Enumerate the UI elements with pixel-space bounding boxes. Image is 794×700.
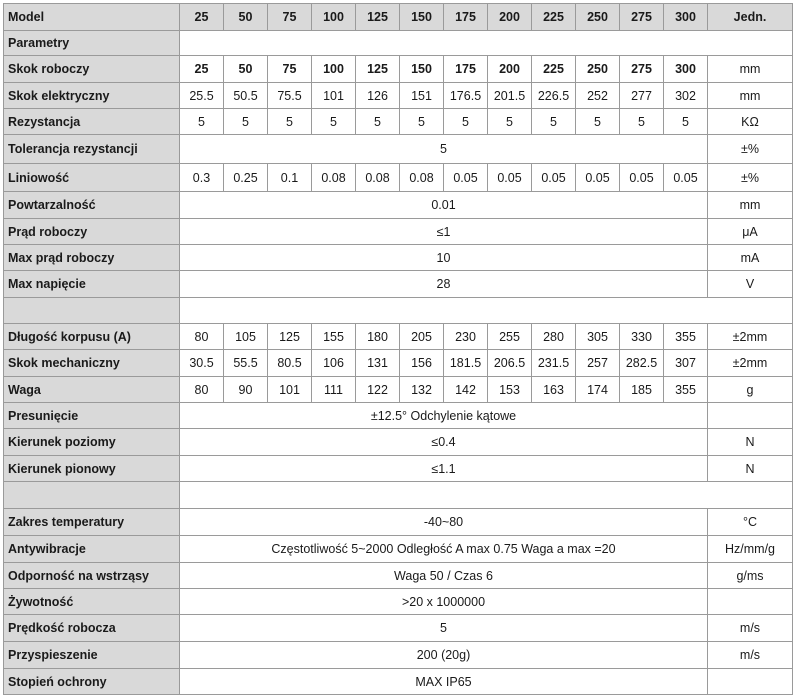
row-label: Powtarzalność [4, 192, 180, 219]
row-label: Prąd roboczy [4, 219, 180, 245]
unit-cell: mm [708, 192, 793, 219]
value-cell: 252 [576, 83, 620, 109]
spec-row [4, 83, 793, 109]
model-header-cell: 50 [224, 4, 268, 31]
value-cell: 105 [224, 324, 268, 350]
model-header-cell: 100 [312, 4, 356, 31]
spec-row [4, 589, 793, 615]
unit-cell: KΩ [708, 109, 793, 135]
unit-cell: m/s [708, 615, 793, 642]
value-cell: 153 [488, 377, 532, 403]
value-cell: 282.5 [620, 350, 664, 377]
value-cell: 0.05 [664, 164, 708, 192]
value-cell: 257 [576, 350, 620, 377]
spacer-filler [180, 482, 793, 509]
spec-row [4, 377, 793, 403]
spanned-value-cell: Waga 50 / Czas 6 [180, 563, 708, 589]
spec-row [4, 509, 793, 536]
value-cell: 5 [312, 109, 356, 135]
unit-cell: mA [708, 245, 793, 271]
row-label: Żywotność [4, 589, 180, 615]
value-cell: 205 [400, 324, 444, 350]
section-filler [180, 31, 793, 56]
value-cell: 181.5 [444, 350, 488, 377]
value-cell: 0.25 [224, 164, 268, 192]
value-cell: 101 [312, 83, 356, 109]
value-cell: 30.5 [180, 350, 224, 377]
value-cell: 330 [620, 324, 664, 350]
value-cell: 0.3 [180, 164, 224, 192]
row-label: Skok roboczy [4, 56, 180, 83]
value-cell: 25 [180, 56, 224, 83]
model-header-cell: 150 [400, 4, 444, 31]
unit-cell: g/ms [708, 563, 793, 589]
value-cell: 150 [400, 56, 444, 83]
unit-cell: mm [708, 83, 793, 109]
unit-cell: mm [708, 56, 793, 83]
spec-row [4, 109, 793, 135]
value-cell: 0.05 [444, 164, 488, 192]
unit-header: Jedn. [708, 4, 793, 31]
spec-row [4, 456, 793, 482]
row-label: Zakres temperatury [4, 509, 180, 536]
value-cell: 122 [356, 377, 400, 403]
value-cell: 100 [312, 56, 356, 83]
spacer-filler [180, 298, 793, 324]
value-cell: 5 [400, 109, 444, 135]
value-cell: 275 [620, 56, 664, 83]
value-cell: 201.5 [488, 83, 532, 109]
model-header-cell: 200 [488, 4, 532, 31]
value-cell: 307 [664, 350, 708, 377]
row-label: Prędkość robocza [4, 615, 180, 642]
value-cell: 174 [576, 377, 620, 403]
value-cell: 80 [180, 377, 224, 403]
row-label: Kierunek pionowy [4, 456, 180, 482]
spec-row [4, 192, 793, 219]
row-label: Odporność na wstrząsy [4, 563, 180, 589]
spanned-value-cell: 28 [180, 271, 708, 298]
unit-cell [708, 589, 793, 615]
row-label: Stopień ochrony [4, 669, 180, 695]
value-cell: 131 [356, 350, 400, 377]
model-header-cell: 25 [180, 4, 224, 31]
section-row [4, 31, 793, 56]
model-header-cell: 250 [576, 4, 620, 31]
unit-cell: °C [708, 509, 793, 536]
spanned-value-cell: -40~80 [180, 509, 708, 536]
unit-cell: N [708, 429, 793, 456]
spec-row [4, 245, 793, 271]
value-cell: 55.5 [224, 350, 268, 377]
spacer-label-cell [4, 298, 180, 324]
spec-row [4, 615, 793, 642]
value-cell: 111 [312, 377, 356, 403]
spec-row [4, 56, 793, 83]
value-cell: 250 [576, 56, 620, 83]
spec-table-body [4, 4, 793, 695]
row-label: Max prąd roboczy [4, 245, 180, 271]
value-cell: 163 [532, 377, 576, 403]
unit-cell: Hz/mm/g [708, 536, 793, 563]
header-row [4, 4, 793, 31]
spacer-row [4, 298, 793, 324]
unit-cell: ±2mm [708, 350, 793, 377]
model-header-cell: 75 [268, 4, 312, 31]
value-cell: 5 [576, 109, 620, 135]
value-cell: 5 [532, 109, 576, 135]
row-label: Tolerancja rezystancji [4, 135, 180, 164]
unit-cell [708, 403, 793, 429]
value-cell: 200 [488, 56, 532, 83]
unit-cell: N [708, 456, 793, 482]
unit-cell: g [708, 377, 793, 403]
spacer-row [4, 482, 793, 509]
spec-row [4, 429, 793, 456]
spanned-value-cell: Częstotliwość 5~2000 Odległość A max 0.75 Waga a max =20 [180, 536, 708, 563]
spec-row [4, 563, 793, 589]
value-cell: 125 [268, 324, 312, 350]
row-label: Max napięcie [4, 271, 180, 298]
unit-cell: m/s [708, 642, 793, 669]
value-cell: 180 [356, 324, 400, 350]
value-cell: 0.1 [268, 164, 312, 192]
spec-row [4, 403, 793, 429]
value-cell: 101 [268, 377, 312, 403]
value-cell: 0.08 [312, 164, 356, 192]
unit-cell: V [708, 271, 793, 298]
value-cell: 156 [400, 350, 444, 377]
spacer-label-cell [4, 482, 180, 509]
model-header-cell: 225 [532, 4, 576, 31]
row-label: Antywibracje [4, 536, 180, 563]
spanned-value-cell: 10 [180, 245, 708, 271]
spec-row [4, 642, 793, 669]
unit-cell: ±% [708, 164, 793, 192]
row-label: Waga [4, 377, 180, 403]
header-label: Model [4, 4, 180, 31]
value-cell: 302 [664, 83, 708, 109]
value-cell: 305 [576, 324, 620, 350]
unit-cell: μA [708, 219, 793, 245]
spec-row [4, 536, 793, 563]
value-cell: 0.05 [488, 164, 532, 192]
value-cell: 175 [444, 56, 488, 83]
value-cell: 185 [620, 377, 664, 403]
model-header-cell: 125 [356, 4, 400, 31]
spanned-value-cell: ≤1 [180, 219, 708, 245]
value-cell: 0.08 [356, 164, 400, 192]
value-cell: 206.5 [488, 350, 532, 377]
value-cell: 5 [224, 109, 268, 135]
row-label: Skok elektryczny [4, 83, 180, 109]
value-cell: 277 [620, 83, 664, 109]
spanned-value-cell: ≤0.4 [180, 429, 708, 456]
spanned-value-cell: ±12.5° Odchylenie kątowe [180, 403, 708, 429]
value-cell: 142 [444, 377, 488, 403]
spec-row [4, 669, 793, 695]
row-label: Długość korpusu (A) [4, 324, 180, 350]
unit-cell: ±2mm [708, 324, 793, 350]
spanned-value-cell: 0.01 [180, 192, 708, 219]
value-cell: 75.5 [268, 83, 312, 109]
row-label: Przyspieszenie [4, 642, 180, 669]
value-cell: 106 [312, 350, 356, 377]
value-cell: 5 [356, 109, 400, 135]
model-header-cell: 300 [664, 4, 708, 31]
value-cell: 132 [400, 377, 444, 403]
value-cell: 355 [664, 324, 708, 350]
row-label: Rezystancja [4, 109, 180, 135]
value-cell: 50 [224, 56, 268, 83]
row-label: Skok mechaniczny [4, 350, 180, 377]
unit-cell: ±% [708, 135, 793, 164]
row-label: Presunięcie [4, 403, 180, 429]
spec-row [4, 271, 793, 298]
spanned-value-cell: 200 (20g) [180, 642, 708, 669]
value-cell: 5 [664, 109, 708, 135]
value-cell: 5 [444, 109, 488, 135]
value-cell: 80 [180, 324, 224, 350]
value-cell: 231.5 [532, 350, 576, 377]
value-cell: 90 [224, 377, 268, 403]
spec-row [4, 350, 793, 377]
value-cell: 355 [664, 377, 708, 403]
value-cell: 226.5 [532, 83, 576, 109]
value-cell: 0.05 [620, 164, 664, 192]
value-cell: 75 [268, 56, 312, 83]
row-label: Liniowość [4, 164, 180, 192]
value-cell: 50.5 [224, 83, 268, 109]
value-cell: 176.5 [444, 83, 488, 109]
spec-row [4, 135, 793, 164]
value-cell: 155 [312, 324, 356, 350]
value-cell: 230 [444, 324, 488, 350]
value-cell: 225 [532, 56, 576, 83]
spanned-value-cell: >20 x 1000000 [180, 589, 708, 615]
value-cell: 5 [620, 109, 664, 135]
value-cell: 80.5 [268, 350, 312, 377]
value-cell: 0.08 [400, 164, 444, 192]
value-cell: 0.05 [532, 164, 576, 192]
model-header-cell: 275 [620, 4, 664, 31]
value-cell: 280 [532, 324, 576, 350]
section-label: Parametry [4, 31, 180, 56]
row-label: Kierunek poziomy [4, 429, 180, 456]
spanned-value-cell: ≤1.1 [180, 456, 708, 482]
value-cell: 151 [400, 83, 444, 109]
spanned-value-cell: 5 [180, 615, 708, 642]
value-cell: 5 [268, 109, 312, 135]
value-cell: 300 [664, 56, 708, 83]
unit-cell [708, 669, 793, 695]
value-cell: 255 [488, 324, 532, 350]
spanned-value-cell: MAX IP65 [180, 669, 708, 695]
spec-row [4, 324, 793, 350]
spec-row [4, 164, 793, 192]
spanned-value-cell: 5 [180, 135, 708, 164]
value-cell: 5 [180, 109, 224, 135]
value-cell: 5 [488, 109, 532, 135]
value-cell: 25.5 [180, 83, 224, 109]
model-header-cell: 175 [444, 4, 488, 31]
value-cell: 125 [356, 56, 400, 83]
spec-table [3, 3, 793, 695]
value-cell: 0.05 [576, 164, 620, 192]
value-cell: 126 [356, 83, 400, 109]
spec-row [4, 219, 793, 245]
